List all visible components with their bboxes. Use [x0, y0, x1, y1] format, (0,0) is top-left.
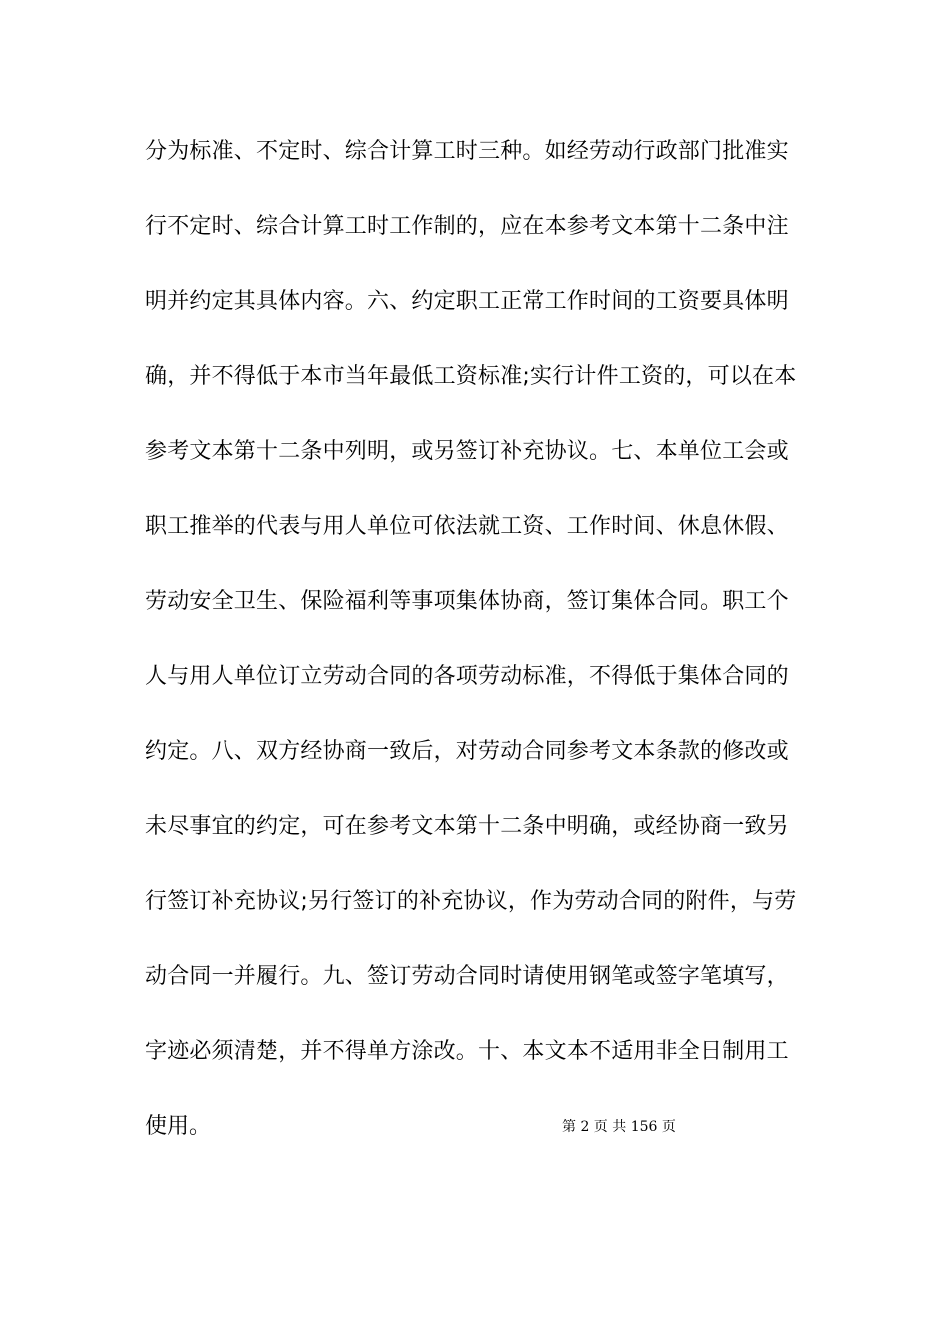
text-line: 职工推举的代表与用人单位可依法就工资、工作时间、休息休假、: [145, 514, 789, 539]
body-text: [145, 132, 810, 1182]
text-line: 字迹必须清楚，并不得单方涂改。十、本文本不适用非全日制用工: [145, 1039, 789, 1064]
text-line: 参考文本第十二条中列明，或另签订补充协议。七、本单位工会或: [145, 439, 789, 464]
text-line: 行签订补充协议;另行签订的补充协议，作为劳动合同的附件，与劳: [145, 889, 797, 914]
text-line: 明并约定其具体内容。六、约定职工正常工作时间的工资要具体明: [145, 289, 789, 314]
page-number: 第 2 页 共 156 页: [562, 1119, 676, 1135]
text-line: 确，并不得低于本市当年最低工资标准;实行计件工资的，可以在本: [145, 364, 797, 389]
text-line: 动合同一并履行。九、签订劳动合同时请使用钢笔或签字笔填写，: [145, 964, 789, 989]
final-line-row: [145, 1107, 810, 1182]
text-line-final: 使用。: [145, 1114, 212, 1139]
text-line: 约定。八、双方经协商一致后，对劳动合同参考文本条款的修改或: [145, 739, 789, 764]
text-line: 分为标准、不定时、综合计算工时三种。如经劳动行政部门批准实: [145, 139, 789, 164]
text-line: 人与用人单位订立劳动合同的各项劳动标准，不得低于集体合同的: [145, 664, 789, 689]
text-line: 劳动安全卫生、保险福利等事项集体协商，签订集体合同。职工个: [145, 589, 789, 614]
text-line: 未尽事宜的约定，可在参考文本第十二条中明确，或经协商一致另: [145, 814, 789, 839]
text-line: 行不定时、综合计算工时工作制的，应在本参考文本第十二条中注: [145, 214, 789, 239]
